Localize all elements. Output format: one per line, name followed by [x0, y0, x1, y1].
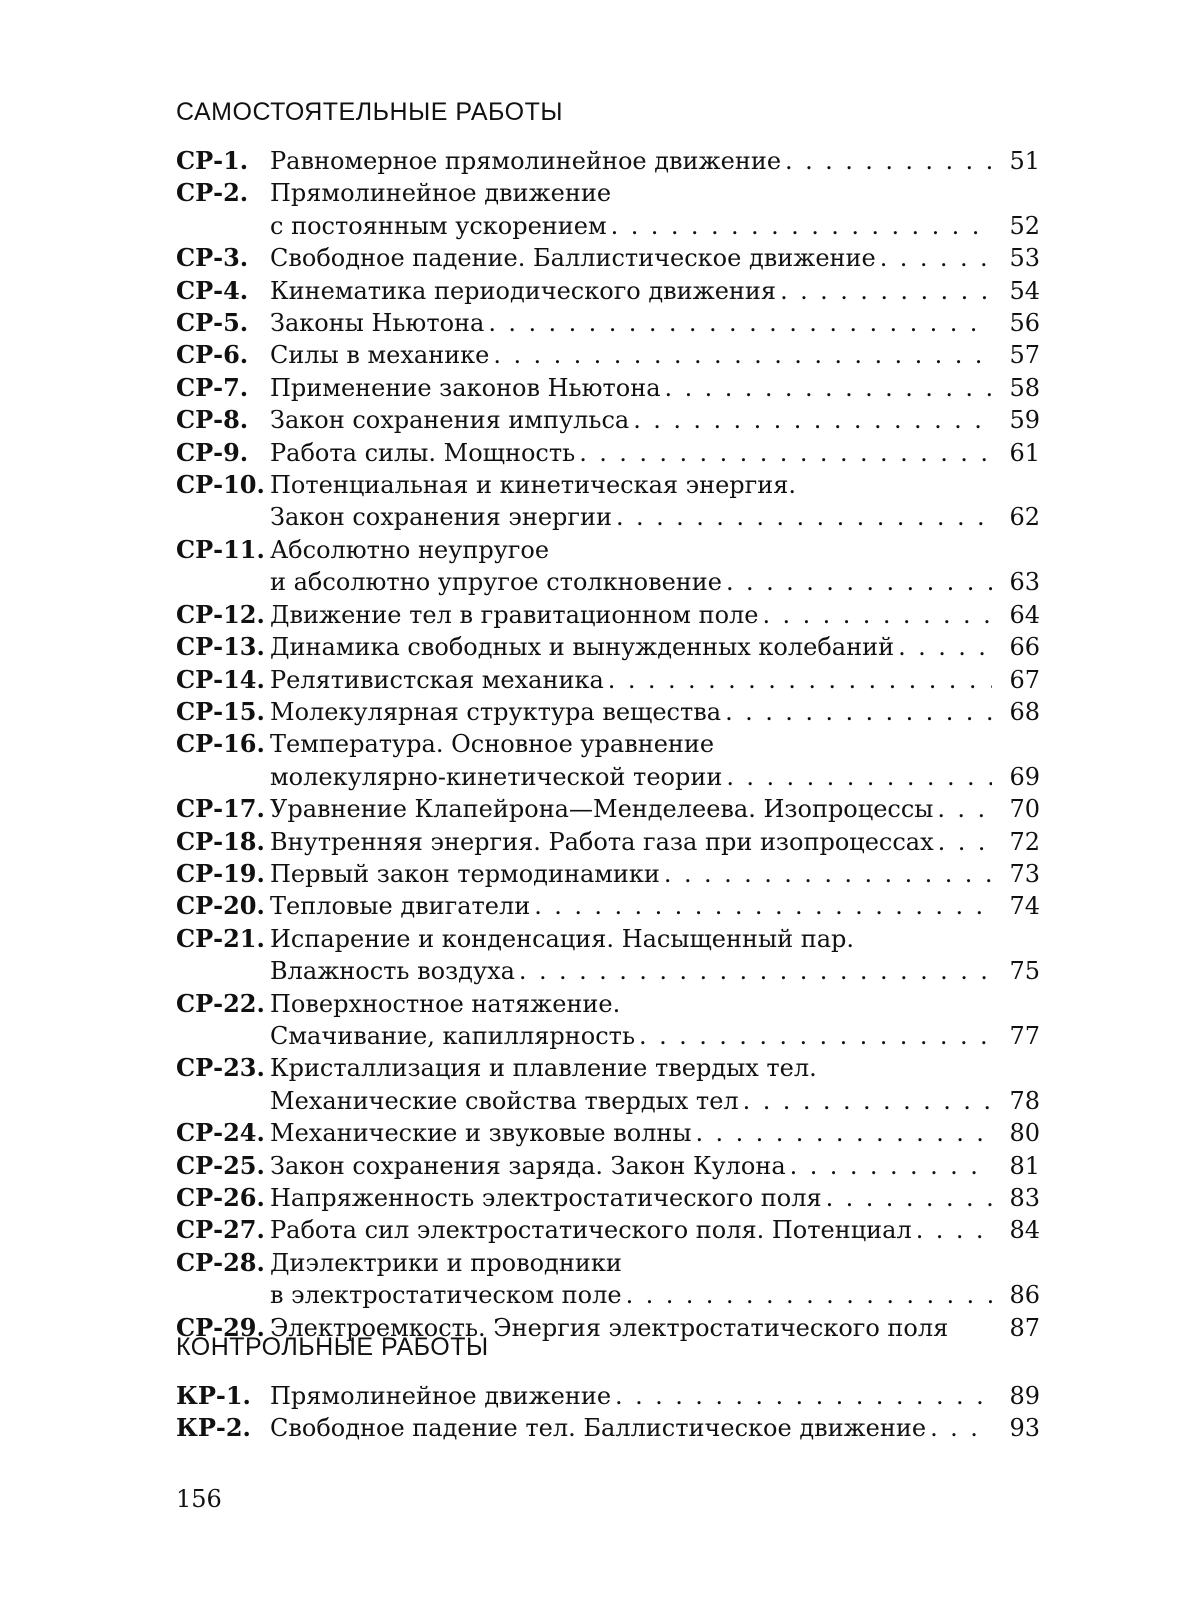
toc-entry-line [270, 437, 1040, 469]
toc-entry-title: Кинематика периодического движения [270, 276, 777, 305]
dot-leader [608, 664, 992, 696]
toc-entry-page[interactable]: 93 [1009, 1414, 1040, 1443]
toc-entry-line [270, 728, 1040, 760]
toc-entry[interactable] [176, 1052, 1040, 1117]
toc-entry[interactable] [176, 793, 1040, 825]
toc-entry-body [270, 923, 1040, 988]
toc-entry-line [270, 501, 1040, 533]
toc-entry-title: Механические и звуковые волны [270, 1119, 692, 1148]
toc-entry-code: СР-5. [176, 308, 249, 338]
toc-entry-body [270, 372, 1040, 404]
toc-entry-page[interactable]: 56 [1009, 309, 1040, 338]
toc-entry-body [270, 826, 1040, 858]
toc-entry[interactable] [176, 145, 1040, 177]
toc-entry-body [270, 145, 1040, 177]
toc-entry-body [270, 1247, 1040, 1312]
toc-entry-body [270, 404, 1040, 436]
toc-list-control-works [176, 1380, 1040, 1445]
toc-entry-body [270, 1117, 1040, 1149]
toc-entry-line [270, 793, 1040, 825]
dot-leader [743, 1085, 992, 1117]
toc-entry-code: КР-1. [176, 1381, 251, 1410]
toc-entry[interactable] [176, 988, 1040, 1053]
toc-entry-page[interactable]: 57 [1009, 341, 1040, 370]
toc-entry-body [270, 1214, 1040, 1246]
toc-entry[interactable] [176, 177, 1040, 242]
section-title-independent-works: САМОСТОЯТЕЛЬНЫЕ РАБОТЫ [176, 98, 563, 126]
toc-entry-title: Тепловые двигатели [270, 892, 531, 921]
dot-leader [937, 793, 992, 825]
toc-entry-title: Релятивистская механика [270, 665, 604, 694]
toc-entry[interactable] [176, 631, 1040, 663]
toc-entry-title: Равномерное прямолинейное движение [270, 147, 782, 175]
toc-entry-page[interactable]: 61 [1009, 438, 1040, 467]
toc-entry-title: Прямолинейное движение [270, 179, 612, 208]
toc-entry[interactable] [176, 696, 1040, 728]
toc-entry-page[interactable]: 70 [1009, 795, 1040, 824]
toc-entry-body [270, 469, 1040, 534]
toc-entry-title: Свободное падение. Баллистическое движение [270, 244, 876, 273]
toc-entry-code: СР-28. [176, 1247, 265, 1277]
toc-entry-body [270, 1182, 1040, 1214]
toc-entry-body [270, 534, 1040, 599]
toc-entry-line [270, 210, 1040, 242]
toc-entry-line [270, 307, 1040, 339]
toc-entry-page[interactable]: 77 [1009, 1021, 1040, 1050]
toc-entry-title: Напряженность электростатического поля [270, 1184, 822, 1212]
toc-entry-code: СР-1. [176, 146, 249, 175]
dot-leader [639, 1020, 992, 1052]
toc-entry-line [270, 858, 1040, 890]
toc-entry[interactable] [176, 1247, 1040, 1312]
toc-entry-title: Потенциальная и кинетическая энергия. [270, 471, 797, 500]
toc-entry-title: Механические свойства твердых тел [270, 1086, 739, 1115]
toc-entry-title: с постоянным ускорением [270, 211, 607, 240]
toc-entry[interactable] [176, 923, 1040, 988]
toc-entry-body [270, 177, 1040, 242]
toc-entry-code: СР-9. [176, 437, 249, 467]
dot-leader [898, 631, 992, 663]
dot-leader [626, 1279, 992, 1311]
toc-entry-title: Динамика свободных и вынужденных колебаний [270, 633, 895, 662]
dot-leader [725, 696, 992, 728]
toc-entry-line [270, 177, 1040, 209]
dot-leader [665, 372, 992, 404]
toc-entry-code: СР-2. [176, 178, 249, 208]
toc-entry-line [270, 1020, 1040, 1052]
toc-entry[interactable] [176, 1182, 1040, 1214]
toc-entry-line [270, 1247, 1040, 1279]
toc-entry[interactable] [176, 1380, 1040, 1412]
dot-leader [579, 437, 992, 469]
toc-entry[interactable] [176, 664, 1040, 696]
toc-entry-code: СР-25. [176, 1150, 265, 1180]
toc-entry[interactable] [176, 469, 1040, 534]
toc-entry-page[interactable]: 62 [1009, 503, 1040, 532]
toc-entry-title: Испарение и конденсация. Насыщенный пар. [270, 924, 855, 953]
toc-entry-page[interactable]: 51 [1009, 147, 1040, 175]
toc-entry-body [270, 890, 1040, 922]
dot-leader [615, 1380, 992, 1412]
toc-entry-page[interactable]: 83 [1009, 1184, 1040, 1212]
toc-entry-title: Абсолютно неупругое [270, 535, 550, 564]
toc-entry-title: Поверхностное натяжение. [270, 989, 621, 1018]
toc-entry-line [270, 339, 1040, 371]
toc-entry-body [270, 1380, 1040, 1412]
toc-entry-code: СР-10. [176, 470, 265, 500]
toc-entry-line [270, 1117, 1040, 1149]
toc-entry-line [270, 761, 1040, 793]
dot-leader [785, 145, 992, 177]
toc-entry-code: СР-23. [176, 1053, 265, 1083]
toc-entry-line [270, 469, 1040, 501]
toc-entry-body [270, 339, 1040, 371]
toc-entry-line [270, 988, 1040, 1020]
section-title-control-works: КОНТРОЛЬНЫЕ РАБОТЫ [176, 1333, 489, 1361]
toc-entry-title: Законы Ньютона [270, 309, 485, 338]
toc-entry-line [270, 890, 1040, 922]
toc-entry-page[interactable]: 68 [1009, 697, 1040, 726]
toc-entry-code: СР-6. [176, 340, 249, 370]
dot-leader [880, 242, 992, 274]
toc-entry-page[interactable]: 66 [1009, 633, 1040, 662]
toc-entry-code: СР-16. [176, 729, 265, 759]
toc-entry-title: молекулярно-кинетической теории [270, 762, 723, 791]
toc-entry-body [270, 631, 1040, 663]
toc-entry-line [270, 1380, 1040, 1412]
toc-entry-title: Молекулярная структура вещества [270, 697, 722, 726]
toc-entry-body [270, 599, 1040, 631]
toc-entry-line [270, 1214, 1040, 1246]
toc-entry-title: Первый закон термодинамики [270, 859, 660, 888]
dot-leader [534, 890, 992, 922]
toc-entry-line [270, 534, 1040, 566]
toc-entry-line [270, 1052, 1040, 1084]
toc-entry-title: Движение тел в гравитационном поле [270, 600, 759, 629]
dot-leader [916, 1214, 992, 1246]
toc-entry-body [270, 437, 1040, 469]
dot-leader [790, 1150, 992, 1182]
dot-leader [633, 404, 992, 436]
toc-entry-code: СР-11. [176, 534, 265, 564]
toc-entry-title: Работа силы. Мощность [270, 438, 576, 467]
toc-entry-body [270, 1412, 1040, 1444]
toc-entry-title: Температура. Основное уравнение [270, 730, 715, 759]
dot-leader [664, 858, 992, 890]
toc-entry-title: Силы в механике [270, 341, 490, 370]
toc-entry-page[interactable]: 63 [1009, 568, 1040, 597]
toc-entry-line [270, 696, 1040, 728]
toc-entry-code: СР-7. [176, 372, 249, 402]
toc-entry-code: СР-13. [176, 632, 265, 662]
dot-leader [493, 339, 992, 371]
dot-leader [519, 955, 992, 987]
toc-entry-title: Применение законов Ньютона [270, 373, 661, 402]
toc-entry-body [270, 696, 1040, 728]
toc-entry[interactable] [176, 1117, 1040, 1149]
toc-entry-page[interactable]: 74 [1009, 892, 1040, 921]
toc-entry-code: СР-12. [176, 599, 265, 629]
toc-entry-line [270, 372, 1040, 404]
toc-entry-page[interactable]: 67 [1009, 665, 1040, 694]
toc-entry-code: СР-21. [176, 923, 265, 953]
toc-list-independent-works [176, 145, 1040, 1344]
toc-entry-title: Диэлектрики и проводники [270, 1248, 622, 1277]
toc-entry-code: СР-4. [176, 275, 249, 305]
toc-entry-body [270, 793, 1040, 825]
toc-entry-title: Работа сил электростатического поля. Потенциал [270, 1216, 912, 1245]
toc-entry-body [270, 858, 1040, 890]
toc-entry-line [270, 1182, 1040, 1214]
toc-entry-title: Кристаллизация и плавление твердых тел. [270, 1054, 817, 1083]
toc-entry-code: СР-14. [176, 664, 265, 694]
toc-entry-page[interactable]: 53 [1009, 244, 1040, 273]
dot-leader [826, 1182, 992, 1214]
toc-entry-line [270, 599, 1040, 631]
toc-entry-page[interactable]: 59 [1009, 406, 1040, 435]
toc-entry-code: СР-22. [176, 988, 265, 1018]
toc-entry-line [270, 1279, 1040, 1311]
toc-entry-code: СР-19. [176, 858, 265, 888]
toc-entry-line [270, 664, 1040, 696]
toc-entry-page[interactable]: 80 [1009, 1119, 1040, 1148]
toc-entry-title: Смачивание, капиллярность [270, 1021, 636, 1050]
toc-entry-code: СР-29. [176, 1312, 265, 1342]
toc-entry-title: Свободное падение тел. Баллистическое движение [270, 1414, 927, 1443]
toc-entry-code: СР-17. [176, 794, 265, 824]
toc-entry[interactable] [176, 242, 1040, 274]
toc-entry-line [270, 404, 1040, 436]
toc-entry-title: Внутренняя энергия. Работа газа при изопроцессах [270, 827, 934, 856]
toc-entry-title: Закон сохранения энергии [270, 503, 612, 532]
toc-entry-page[interactable]: 58 [1009, 373, 1040, 402]
toc-entry-body [270, 242, 1040, 274]
toc-entry-body [270, 1150, 1040, 1182]
toc-entry-title: Электроемкость. Энергия электростатического поля [270, 1313, 949, 1342]
page-number: 156 [176, 1485, 222, 1513]
toc-entry-line [270, 631, 1040, 663]
toc-entry[interactable] [176, 339, 1040, 371]
toc-entry-line [270, 923, 1040, 955]
toc-entry-title: Уравнение Клапейрона—Менделеева. Изопроцессы [270, 795, 934, 824]
dot-leader [726, 761, 992, 793]
toc-entry-page[interactable]: 81 [1009, 1151, 1040, 1180]
toc-entry-page[interactable]: 78 [1009, 1086, 1040, 1115]
toc-entry-title: Прямолинейное движение [270, 1382, 612, 1410]
toc-entry-page[interactable]: 89 [1009, 1382, 1040, 1410]
toc-entry-page[interactable]: 69 [1009, 762, 1040, 791]
toc-entry[interactable] [176, 372, 1040, 404]
toc-entry[interactable] [176, 1150, 1040, 1182]
toc-entry-page[interactable]: 84 [1009, 1216, 1040, 1245]
toc-entry[interactable] [176, 275, 1040, 307]
toc-entry-body [270, 1052, 1040, 1117]
toc-entry-body [270, 275, 1040, 307]
toc-entry-line [270, 242, 1040, 274]
dot-leader [780, 275, 992, 307]
toc-entry-title: Закон сохранения импульса [270, 406, 630, 435]
toc-entry[interactable] [176, 1412, 1040, 1444]
toc-entry-line [270, 1085, 1040, 1117]
toc-entry-page[interactable]: 54 [1009, 276, 1040, 305]
toc-entry-body [270, 307, 1040, 339]
toc-entry[interactable] [176, 826, 1040, 858]
toc-entry-line [270, 275, 1040, 307]
toc-entry[interactable] [176, 307, 1040, 339]
toc-entry-code: КР-2. [176, 1413, 251, 1443]
toc-entry-page[interactable]: 64 [1009, 600, 1040, 629]
toc-entry-code: СР-26. [176, 1183, 265, 1212]
toc-entry-page[interactable]: 86 [1009, 1281, 1040, 1310]
toc-entry-page[interactable]: 72 [1009, 827, 1040, 856]
toc-entry[interactable] [176, 858, 1040, 890]
toc-entry-line [270, 145, 1040, 177]
toc-entry[interactable] [176, 404, 1040, 436]
dot-leader [938, 826, 992, 858]
toc-entry-code: СР-27. [176, 1215, 265, 1245]
toc-entry[interactable] [176, 437, 1040, 469]
toc-entry-body [270, 988, 1040, 1053]
toc-entry[interactable] [176, 599, 1040, 631]
toc-entry-line [270, 955, 1040, 987]
dot-leader [696, 1117, 993, 1149]
dot-leader [762, 599, 992, 631]
toc-entry-title: и абсолютно упругое столкновение [270, 568, 722, 597]
toc-entry-code: СР-20. [176, 891, 265, 921]
toc-entry-body [270, 664, 1040, 696]
toc-entry-code: СР-3. [176, 243, 249, 273]
dot-leader [488, 307, 992, 339]
toc-entry[interactable] [176, 728, 1040, 793]
toc-entry-line [270, 826, 1040, 858]
dot-leader [930, 1412, 992, 1444]
toc-entry[interactable] [176, 534, 1040, 599]
toc-entry-line [270, 1412, 1040, 1444]
toc-entry-code: СР-15. [176, 696, 265, 726]
toc-entry[interactable] [176, 890, 1040, 922]
dot-leader [611, 210, 992, 242]
dot-leader [616, 501, 992, 533]
toc-entry-title: Влажность воздуха [270, 957, 515, 986]
toc-entry-code: СР-24. [176, 1118, 265, 1148]
toc-entry-page[interactable]: 52 [1009, 211, 1040, 240]
toc-entry-code: СР-8. [176, 405, 249, 435]
toc-entry-title: Закон сохранения заряда. Закон Кулона [270, 1151, 786, 1180]
toc-entry-code: СР-18. [176, 826, 265, 856]
toc-entry-title: в электростатическом поле [270, 1281, 622, 1310]
toc-entry-line [270, 566, 1040, 598]
toc-entry-body [270, 728, 1040, 793]
dot-leader [726, 566, 992, 598]
toc-entry[interactable] [176, 1214, 1040, 1246]
toc-entry-page[interactable]: 87 [1009, 1313, 1040, 1342]
toc-entry-line [270, 1150, 1040, 1182]
toc-entry-page[interactable]: 73 [1009, 859, 1040, 888]
toc-entry-page[interactable]: 75 [1009, 957, 1040, 986]
